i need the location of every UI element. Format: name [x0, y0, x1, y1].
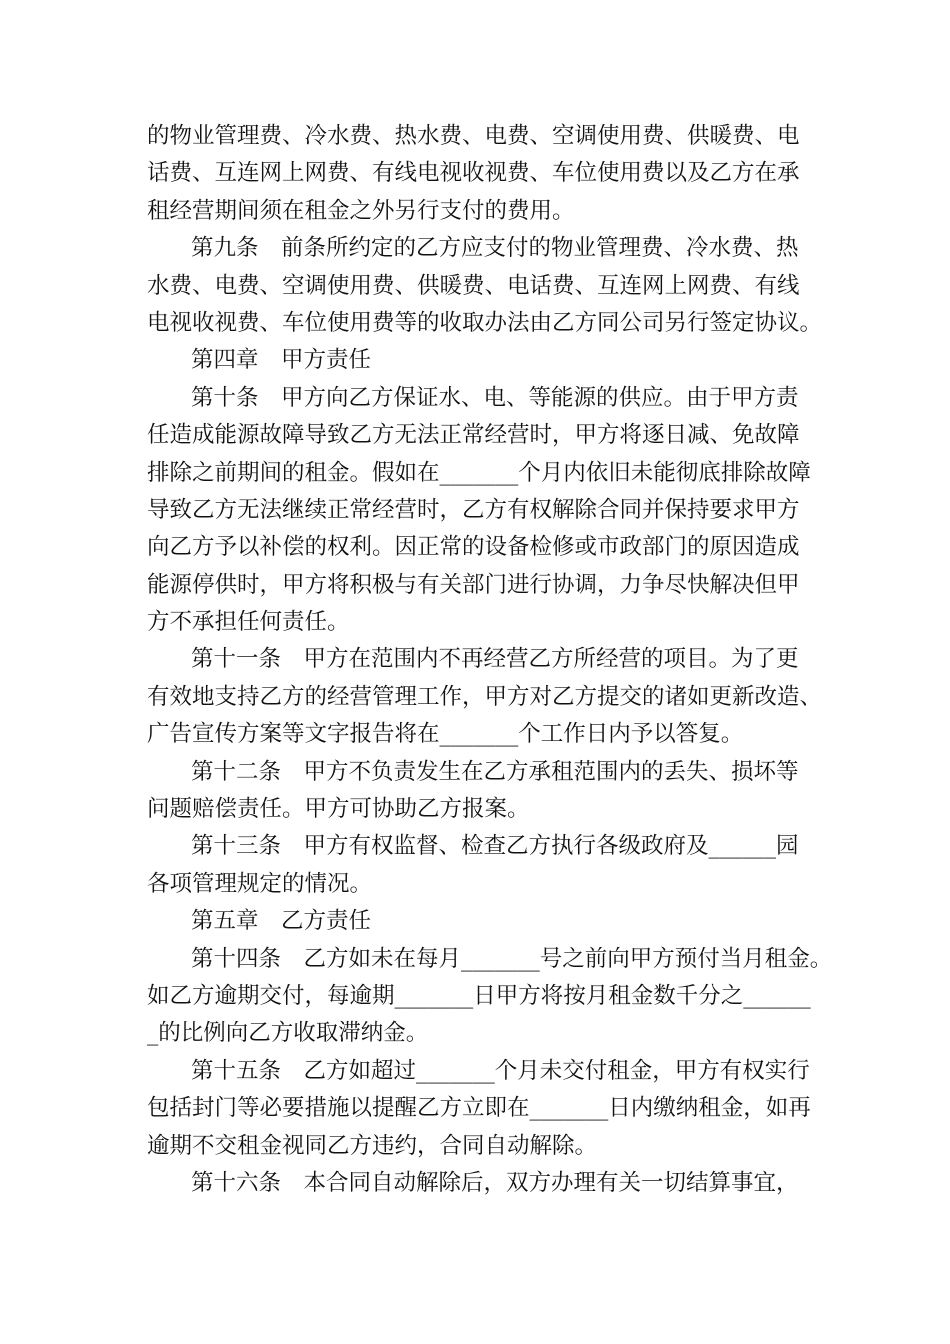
- text-line: 导致乙方无法继续正常经营时，乙方有权解除合同并保持要求甲方: [147, 496, 800, 523]
- text-line: 第四章 甲方责任: [191, 347, 372, 374]
- text-line: 第十四条 乙方如未在每月_______号之前向甲方预付当月租金。: [191, 945, 833, 972]
- text-line: 第十一条 甲方在范围内不再经营乙方所经营的项目。为了更: [191, 646, 799, 673]
- text-line: 逾期不交租金视同乙方违约，合同自动解除。: [147, 1132, 598, 1159]
- text-line: 向乙方予以补偿的权利。因正常的设备检修或市政部门的原因造成: [147, 534, 800, 561]
- text-line: 第十五条 乙方如超过_______个月未交付租金，甲方有权实行: [191, 1057, 810, 1084]
- text-line: 第十三条 甲方有权监督、检查乙方执行各级政府及______园: [191, 833, 799, 860]
- text-line: 广告宣传方案等文字报告将在_______个工作日内予以答复。: [147, 721, 744, 748]
- text-line: 问题赔偿责任。甲方可协助乙方报案。: [147, 796, 530, 823]
- text-line: 第十条 甲方向乙方保证水、电、等能源的供应。由于甲方责: [191, 384, 799, 411]
- text-line: 话费、互连网上网费、有线电视收视费、车位使用费以及乙方在承: [147, 160, 800, 187]
- text-line: 各项管理规定的情况。: [147, 870, 373, 897]
- text-line: 电视收视费、车位使用费等的收取办法由乙方同公司另行签定协议。: [147, 309, 823, 336]
- text-line: 包括封门等必要措施以提醒乙方立即在_______日内缴纳租金，如再: [147, 1095, 811, 1122]
- text-line: 第五章 乙方责任: [191, 908, 372, 935]
- text-line: 第十二条 甲方不负责发生在乙方承租范围内的丢失、损坏等: [191, 758, 799, 785]
- text-line: 任造成能源故障导致乙方无法正常经营时，甲方将逐日减、免故障: [147, 422, 800, 449]
- text-line: _的比例向乙方收取滞纳金。: [147, 1020, 429, 1047]
- text-line: 方不承担任何责任。: [147, 609, 350, 636]
- text-line: 租经营期间须在租金之外另行支付的费用。: [147, 197, 575, 224]
- text-line: 排除之前期间的租金。假如在_______个月内依旧未能彻底排除故障: [147, 459, 811, 486]
- text-line: 第九条 前条所约定的乙方应支付的物业管理费、冷水费、热: [191, 235, 799, 262]
- text-line: 有效地支持乙方的经营管理工作，甲方对乙方提交的诸如更新改造、: [147, 683, 823, 710]
- text-line: 能源停供时，甲方将积极与有关部门进行协调，力争尽快解决但甲: [147, 571, 800, 598]
- document-body: [147, 118, 833, 1202]
- text-line: 第十六条 本合同自动解除后，双方办理有关一切结算事宜，: [191, 1169, 799, 1196]
- text-line: 的物业管理费、冷水费、热水费、电费、空调使用费、供暖费、电: [147, 123, 800, 149]
- text-line: 如乙方逾期交付，每逾期_______日甲方将按月租金数千分之______: [147, 982, 811, 1009]
- text-line: 水费、电费、空调使用费、供暖费、电话费、互连网上网费、有线: [147, 272, 800, 299]
